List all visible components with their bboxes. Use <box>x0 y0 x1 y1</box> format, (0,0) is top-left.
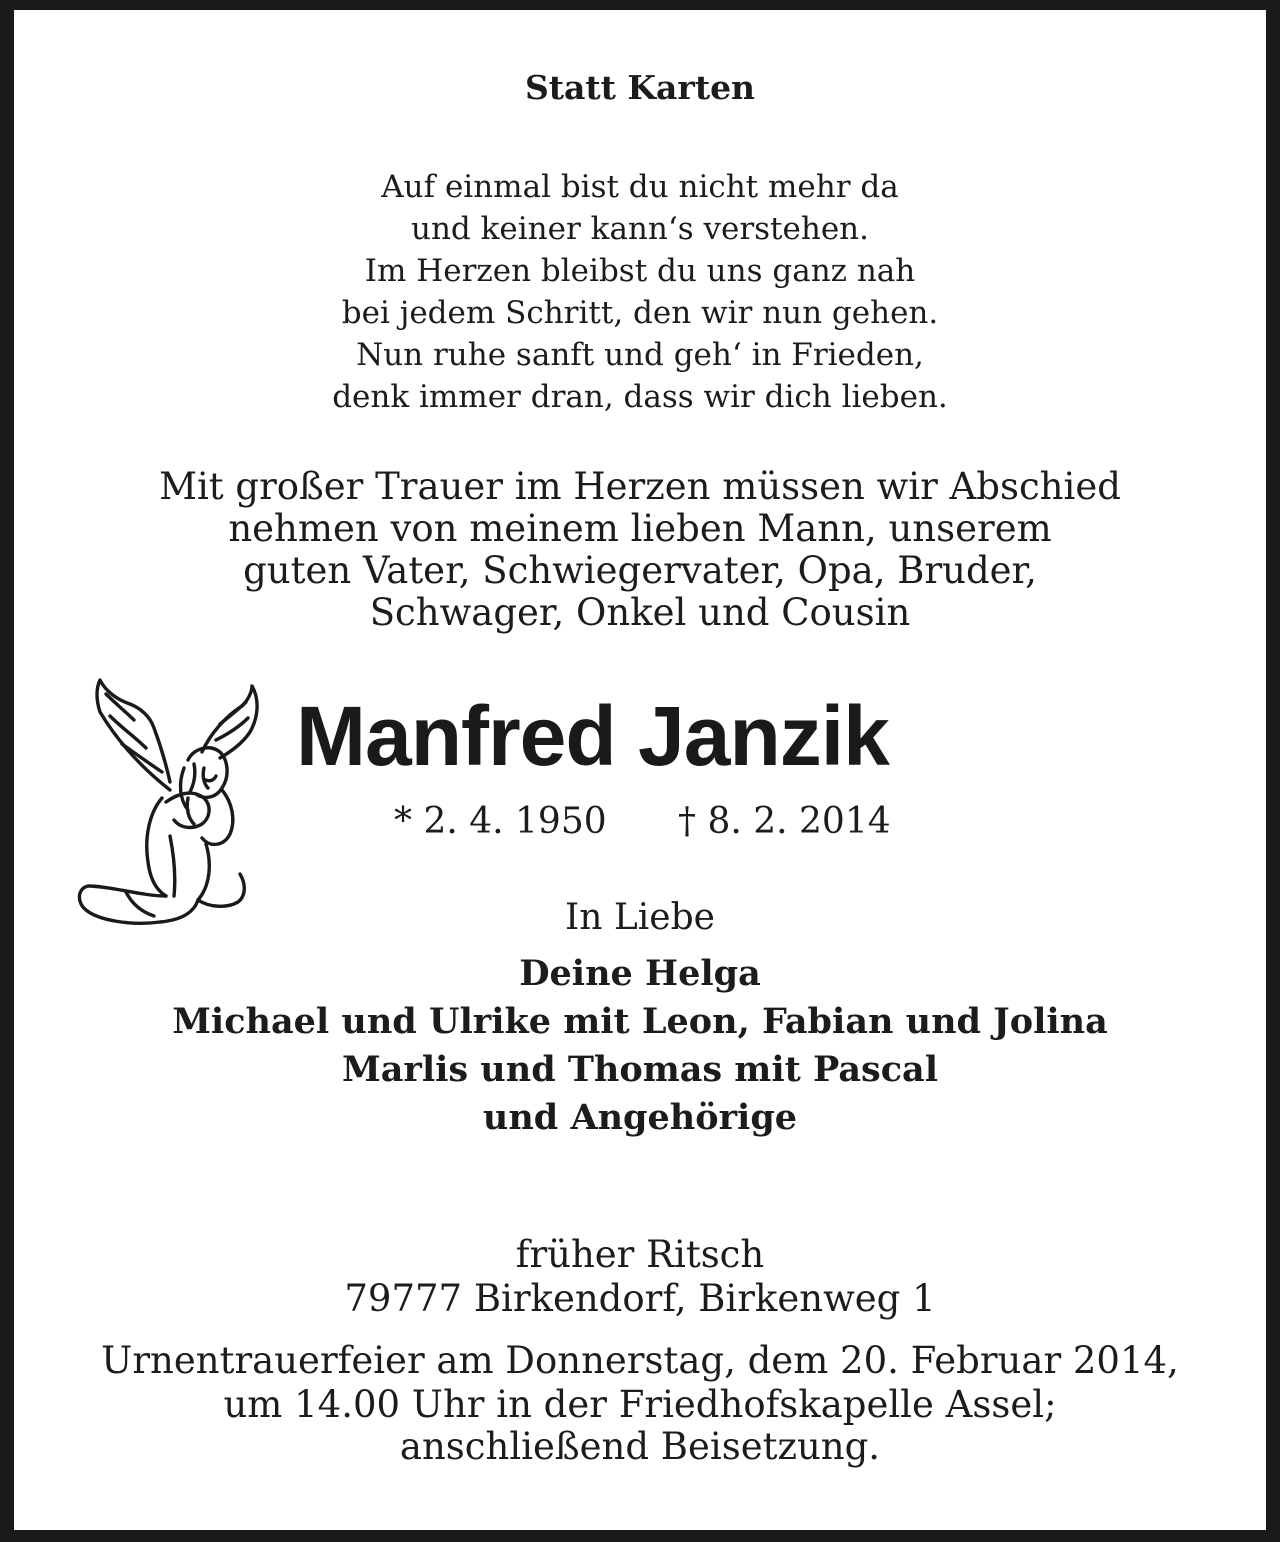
death-date: † 8. 2. 2014 <box>678 801 891 842</box>
intro-line-1: Mit großer Trauer im Herzen müssen wir Abschied <box>159 465 1121 508</box>
poem-line-5: Nun ruhe sanft und geh‘ in Frieden, <box>356 337 924 373</box>
family-line-2: Michael und Ulrike mit Leon, Fabian und Jolina <box>172 1001 1108 1042</box>
family-line-4: und Angehörige <box>482 1097 798 1138</box>
angel-icon <box>70 672 270 934</box>
intro-line-2: nehmen von meinem lieben Mann, unserem <box>228 507 1052 550</box>
intro-line-4: Schwager, Onkel und Cousin <box>369 591 911 634</box>
ceremony-line-2: um 14.00 Uhr in der Friedhofskapelle Assel; <box>223 1383 1057 1426</box>
intro-line-3: guten Vater, Schwiegervater, Opa, Bruder, <box>243 549 1037 592</box>
deceased-name: Manfred Janzik <box>296 689 889 783</box>
poem-line-6: denk immer dran, dass wir dich lieben. <box>332 379 948 415</box>
poem-line-1: Auf einmal bist du nicht mehr da <box>381 169 899 205</box>
in-love-text: In Liebe <box>565 897 715 938</box>
ceremony-line-3: anschließend Beisetzung. <box>399 1425 881 1468</box>
address-line-2: 79777 Birkendorf, Birkenweg 1 <box>344 1277 936 1320</box>
poem-line-4: bei jedem Schritt, den wir nun gehen. <box>341 295 939 331</box>
poem-line-2: und keiner kann‘s verstehen. <box>411 211 869 247</box>
birth-date: * 2. 4. 1950 <box>394 801 607 842</box>
family-line-1: Deine Helga <box>519 953 761 994</box>
address-line-1: früher Ritsch <box>515 1233 765 1276</box>
heading: Statt Karten <box>524 68 756 107</box>
family-line-3: Marlis und Thomas mit Pascal <box>341 1049 939 1090</box>
ceremony-line-1: Urnentrauerfeier am Donnerstag, dem 20. Februar 2014, <box>101 1339 1179 1382</box>
poem-line-3: Im Herzen bleibst du uns ganz nah <box>364 253 916 289</box>
